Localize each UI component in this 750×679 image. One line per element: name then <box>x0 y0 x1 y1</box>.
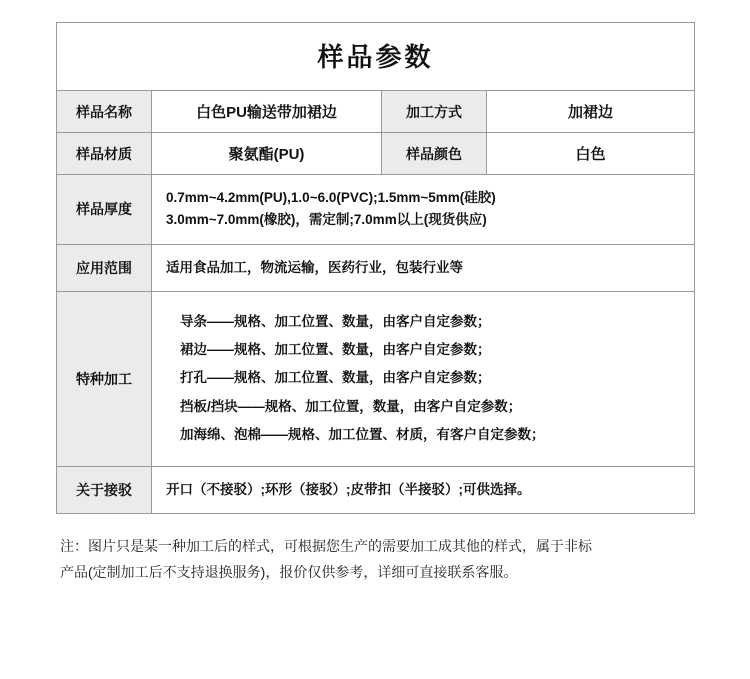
page-title: 样品参数 <box>57 23 695 91</box>
joint-label: 关于接驳 <box>57 466 152 513</box>
footer-note <box>56 534 680 586</box>
sample-thickness-value <box>152 175 695 245</box>
special-process-line: 挡板/挡块——规格、加工位置，数量，由客户自定参数； <box>180 398 522 414</box>
special-process-line: 打孔——规格、加工位置、数量，由客户自定参数； <box>180 370 491 386</box>
sample-name-value: 白色PU输送带加裙边 <box>152 91 382 133</box>
table-row-title <box>57 23 695 91</box>
special-process-line: 裙边——规格、加工位置、数量，由客户自定参数； <box>180 342 491 358</box>
table-row-thickness <box>57 175 695 245</box>
sample-material-value: 聚氨酯(PU) <box>152 133 382 175</box>
process-method-label: 加工方式 <box>382 91 487 133</box>
special-process-line: 加海绵、泡棉——规格、加工位置、材质，有客户自定参数； <box>180 427 545 443</box>
footer-note-line-2: 产品(定制加工后不支持退换服务)，报价仅供参考，详细可直接联系客服。 <box>60 563 518 580</box>
thickness-line-1: 0.7mm~4.2mm(PU),1.0~6.0(PVC);1.5mm~5mm(硅胶) <box>166 190 496 205</box>
table-row-joint <box>57 466 695 513</box>
process-method-value: 加裙边 <box>487 91 695 133</box>
table-row-application <box>57 244 695 291</box>
sample-color-label: 样品颜色 <box>382 133 487 175</box>
footer-note-line-1: 注：图片只是某一种加工后的样式，可根据您生产的需要加工成其他的样式，属于非标 <box>60 537 592 554</box>
sample-name-label: 样品名称 <box>57 91 152 133</box>
sample-color-value: 白色 <box>487 133 695 175</box>
table-row-name <box>57 91 695 133</box>
sample-material-label: 样品材质 <box>57 133 152 175</box>
thickness-line-2: 3.0mm~7.0mm(橡胶)，需定制;7.0mm以上(现货供应) <box>166 212 487 228</box>
special-process-label: 特种加工 <box>57 291 152 466</box>
spec-table <box>56 22 695 514</box>
joint-value: 开口（不接驳）;环形（接驳）;皮带扣（半接驳）;可供选择。 <box>152 466 695 513</box>
special-process-line: 导条——规格、加工位置、数量，由客户自定参数； <box>180 313 491 329</box>
application-scope-value: 适用食品加工，物流运输，医药行业，包装行业等 <box>152 244 695 291</box>
application-scope-label: 应用范围 <box>57 244 152 291</box>
sample-thickness-label: 样品厚度 <box>57 175 152 245</box>
table-row-special-process <box>57 291 695 466</box>
special-process-value <box>152 291 695 466</box>
table-row-material <box>57 133 695 175</box>
